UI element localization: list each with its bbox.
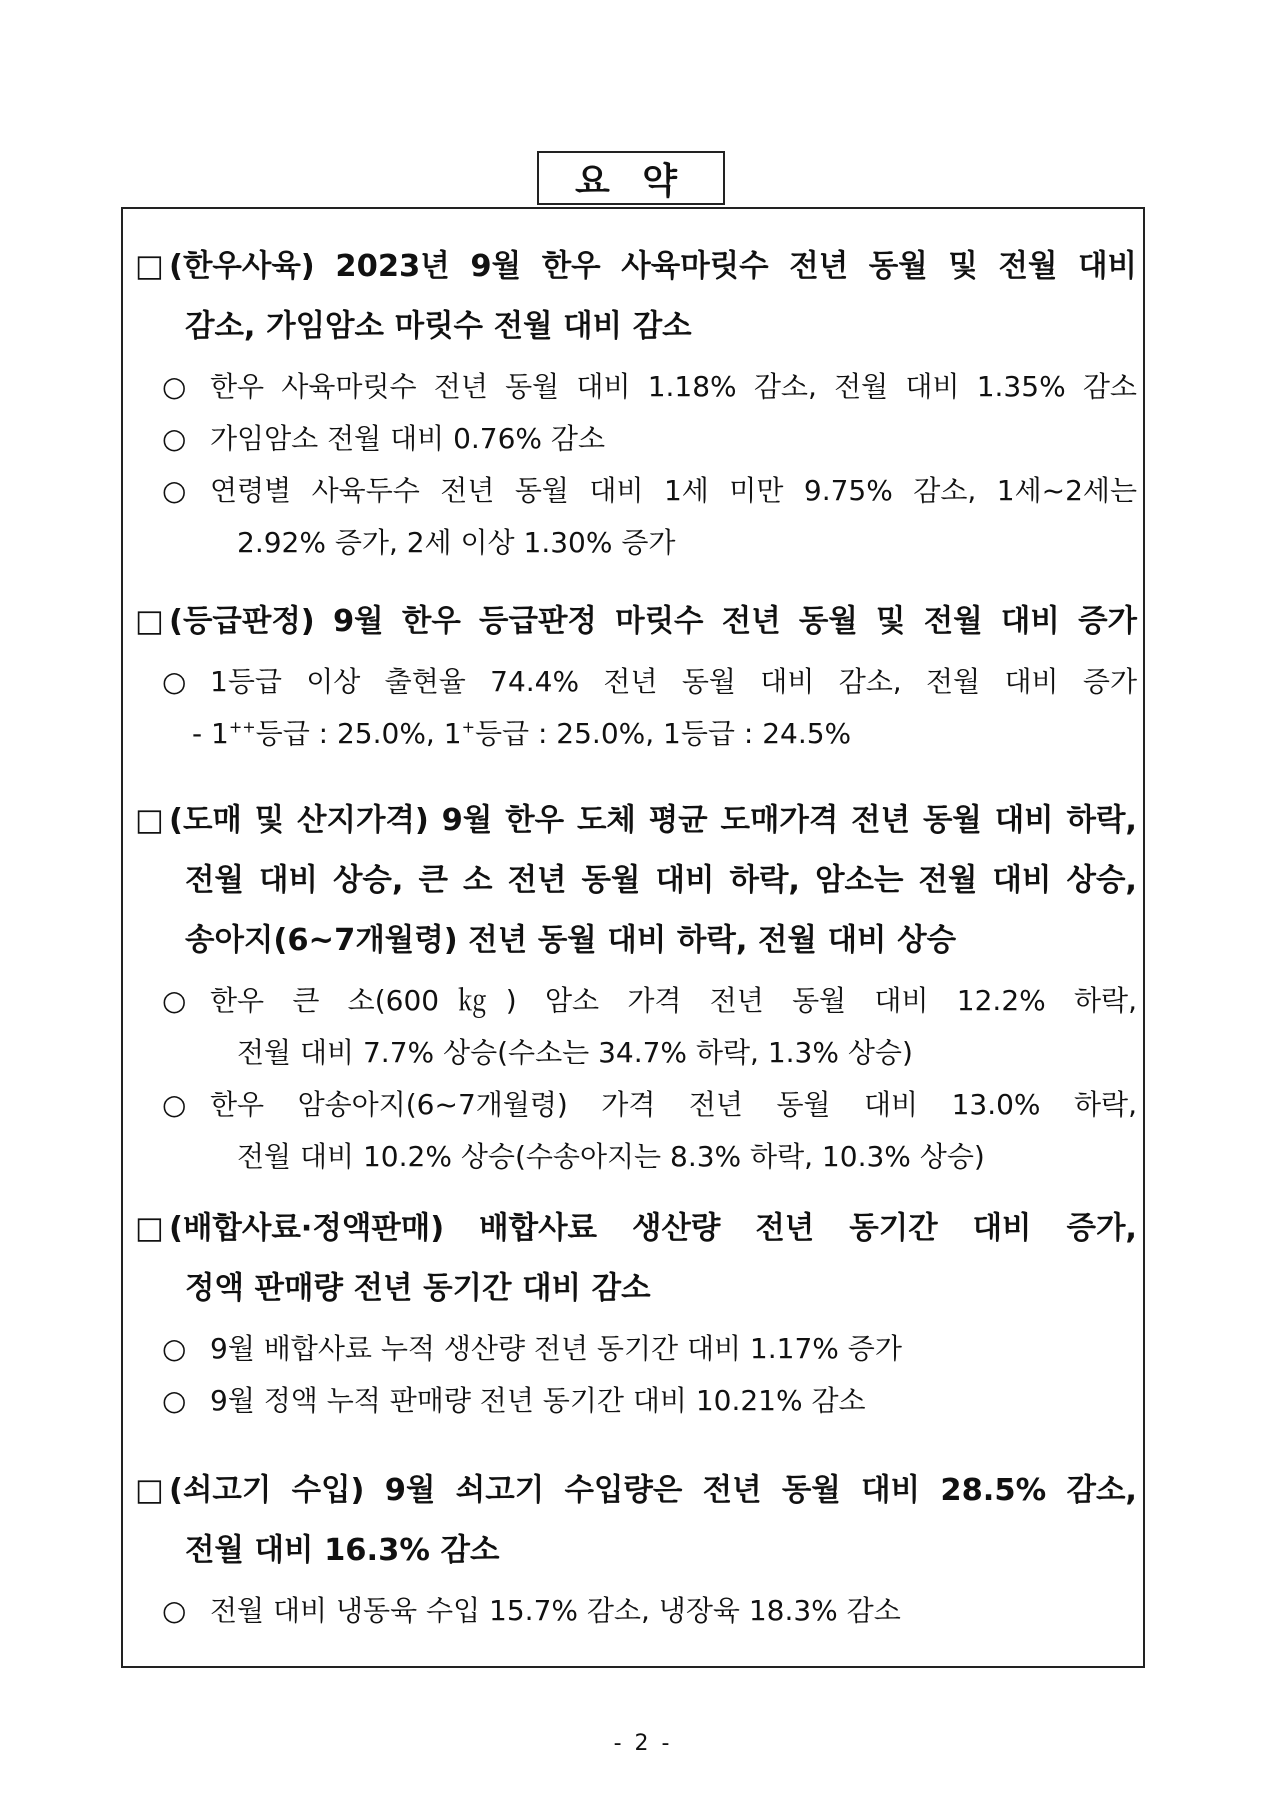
bullet-item: ○ 한우 사육마릿수 전년 동월 대비 1.18% 감소, 전월 대비 1.35% 감소 <box>135 361 1137 413</box>
circle-bullet-icon: ○ <box>162 370 187 403</box>
section-title-continued: 감소, 가임암소 마릿수 전월 대비 감소 <box>185 309 692 344</box>
section-title-continued: 전월 대비 상승, 큰 소 전년 동월 대비 하락, 암소는 전월 대비 상승, <box>185 863 1137 898</box>
square-bullet-icon: □ <box>135 1211 164 1246</box>
bullet-item-continued: 전월 대비 10.2% 상승(수송아지는 8.3% 하락, 10.3% 상승) <box>237 1140 985 1173</box>
bullet-item: ○ 1등급 이상 출현율 74.4% 전년 동월 대비 감소, 전월 대비 증가 <box>135 656 1137 708</box>
section-title: □ (배합사료·정액판매) 배합사료 생산량 전년 동기간 대비 증가, <box>135 1199 1137 1259</box>
bullet-item: ○ 한우 암송아지(6~7개월령) 가격 전년 동월 대비 13.0% 하락, <box>135 1079 1137 1131</box>
circle-bullet-icon: ○ <box>162 1332 187 1365</box>
section-grading <box>135 592 1137 760</box>
circle-bullet-icon: ○ <box>162 1384 187 1417</box>
circle-bullet-icon: ○ <box>162 984 187 1017</box>
square-bullet-icon: □ <box>135 249 164 284</box>
section-beef-import <box>135 1461 1137 1637</box>
section-hanwoo-breeding <box>135 237 1137 569</box>
section-title: □ (등급판정) 9월 한우 등급판정 마릿수 전년 동월 및 전월 대비 증가 <box>135 592 1137 652</box>
bullet-item: ○ 한우 큰 소(600㎏) 암소 가격 전년 동월 대비 12.2% 하락, <box>135 975 1137 1027</box>
bullet-item-continued: 전월 대비 7.7% 상승(수소는 34.7% 하락, 1.3% 상승) <box>237 1036 913 1069</box>
circle-bullet-icon: ○ <box>162 1088 187 1121</box>
square-bullet-icon: □ <box>135 803 164 838</box>
bullet-item: ○ 연령별 사육두수 전년 동월 대비 1세 미만 9.75% 감소, 1세~2세는 <box>135 465 1137 517</box>
grade-breakdown-line: - 1++등급 : 25.0%, 1+등급 : 25.0%, 1등급 : 24.5% <box>192 717 852 750</box>
summary-title: 요 약 <box>537 151 725 205</box>
section-title: □ (쇠고기 수입) 9월 쇠고기 수입량은 전년 동월 대비 28.5% 감소, <box>135 1461 1137 1521</box>
section-title-continued: 전월 대비 16.3% 감소 <box>185 1533 500 1568</box>
bullet-item: ○ 9월 배합사료 누적 생산량 전년 동기간 대비 1.17% 증가 <box>135 1323 1137 1375</box>
square-bullet-icon: □ <box>135 1473 164 1508</box>
section-title-continued: 송아지(6~7개월령) 전년 동월 대비 하락, 전월 대비 상승 <box>185 923 957 958</box>
bullet-item-continued: 2.92% 증가, 2세 이상 1.30% 증가 <box>237 526 676 559</box>
square-bullet-icon: □ <box>135 604 164 639</box>
circle-bullet-icon: ○ <box>162 665 187 698</box>
section-title: □ (도매 및 산지가격) 9월 한우 도체 평균 도매가격 전년 동월 대비 하락, <box>135 791 1137 851</box>
section-title: □ (한우사육) 2023년 9월 한우 사육마릿수 전년 동월 및 전월 대비 <box>135 237 1137 297</box>
page-number: - 2 - <box>613 1731 673 1756</box>
circle-bullet-icon: ○ <box>162 474 187 507</box>
bullet-item: ○ 전월 대비 냉동육 수입 15.7% 감소, 냉장육 18.3% 감소 <box>135 1585 1137 1637</box>
bullet-item: ○ 가임암소 전월 대비 0.76% 감소 <box>135 413 1137 465</box>
section-title-continued: 정액 판매량 전년 동기간 대비 감소 <box>185 1271 651 1306</box>
section-wholesale-price <box>135 791 1137 1183</box>
circle-bullet-icon: ○ <box>162 1594 187 1627</box>
section-feed-semen-sales <box>135 1199 1137 1427</box>
bullet-item: ○ 9월 정액 누적 판매량 전년 동기간 대비 10.21% 감소 <box>135 1375 1137 1427</box>
circle-bullet-icon: ○ <box>162 422 187 455</box>
dash-bullet-icon: - <box>192 717 203 750</box>
